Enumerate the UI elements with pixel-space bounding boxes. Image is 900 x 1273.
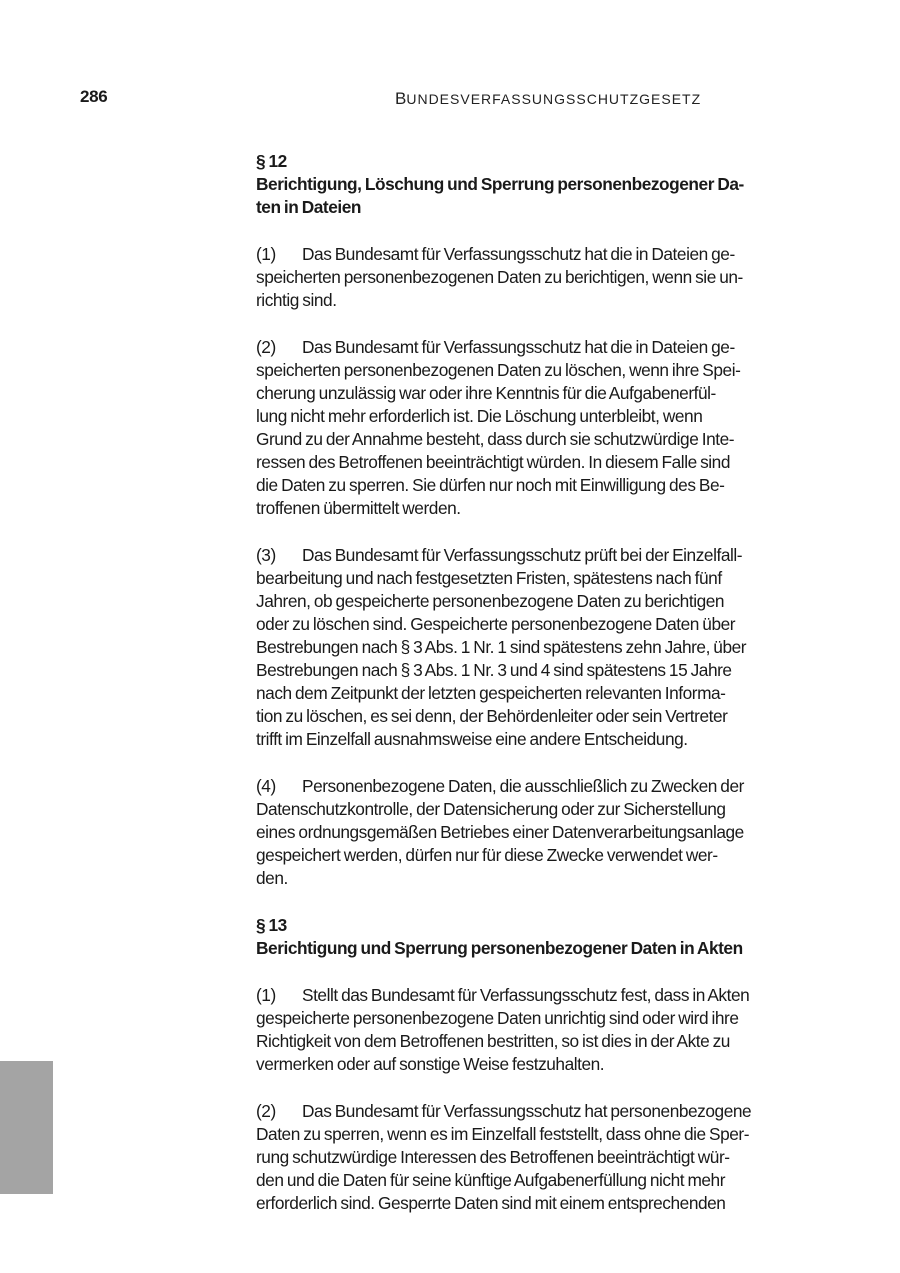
paragraph-line — [256, 867, 818, 890]
section — [256, 150, 818, 890]
paragraph-line — [256, 682, 818, 705]
paragraph-line — [256, 1146, 818, 1169]
paragraph-text: speicherten personenbezogenen Daten zu löschen, wenn ihre Spei- — [256, 360, 741, 380]
section-title-line: Berichtigung und Sperrung personenbezogener Daten in Akten — [256, 938, 743, 958]
paragraph — [256, 544, 818, 751]
paragraph-text: oder zu löschen sind. Gespeicherte personenbezogene Daten über — [256, 614, 736, 634]
paragraph — [256, 243, 818, 312]
paragraph-line — [256, 659, 818, 682]
paragraph-text: speicherten personenbezogenen Daten zu berichtigen, wenn sie un- — [256, 267, 743, 287]
paragraph-text: Grund zu der Annahme besteht, dass durch sie schutzwürdige Inte- — [256, 429, 735, 449]
paragraph-line — [256, 497, 818, 520]
paragraph-text: Datenschutzkontrolle, der Datensicherung oder zur Sicherstellung — [256, 799, 726, 819]
paragraph-line — [256, 289, 818, 312]
section-title-line: ten in Dateien — [256, 197, 362, 217]
paragraph-text: eines ordnungsgemäßen Betriebes einer Datenverarbeitungsanlage — [256, 822, 744, 842]
paragraph-line — [256, 798, 818, 821]
margin-thumb-tab — [0, 1061, 53, 1194]
paragraph-text: cherung unzulässig war oder ihre Kenntnis für die Aufgabenerfül- — [256, 383, 716, 403]
paragraph-number: (3) — [256, 545, 276, 565]
section-title — [256, 937, 818, 960]
paragraph-text: lung nicht mehr erforderlich ist. Die Löschung unterbleibt, wenn — [256, 406, 703, 426]
paragraph-line — [256, 428, 818, 451]
paragraph-text: trifft im Einzelfall ausnahmsweise eine andere Entscheidung. — [256, 729, 688, 749]
paragraph-line — [256, 1123, 818, 1146]
paragraph-line — [256, 266, 818, 289]
paragraph-text: Stellt das Bundesamt für Verfassungsschutz fest, dass in Akten — [302, 985, 750, 1005]
section-number: § 12 — [256, 151, 287, 171]
paragraph-text: die Daten zu sperren. Sie dürfen nur noch mit Einwilligung des Be- — [256, 475, 725, 495]
paragraph-line — [256, 1100, 818, 1123]
paragraph-number: (1) — [256, 244, 276, 264]
paragraph-line — [256, 636, 818, 659]
paragraph-line — [256, 451, 818, 474]
paragraph-text: ressen des Betroffenen beeinträchtigt würden. In diesem Falle sind — [256, 452, 730, 472]
paragraph-line — [256, 984, 818, 1007]
paragraph-number: (1) — [256, 985, 276, 1005]
paragraph-line — [256, 544, 818, 567]
paragraph-line — [256, 1030, 818, 1053]
paragraph-text: Daten zu sperren, wenn es im Einzelfall feststellt, dass ohne die Sper- — [256, 1124, 750, 1144]
section — [256, 914, 818, 1215]
paragraph-text: den. — [256, 868, 288, 888]
paragraph-line — [256, 243, 818, 266]
paragraph-line — [256, 1169, 818, 1192]
paragraph-line — [256, 590, 818, 613]
paragraph-number: (2) — [256, 337, 276, 357]
paragraph-text: rung schutzwürdige Interessen des Betroffenen beeinträchtigt wür- — [256, 1147, 730, 1167]
paragraph-line — [256, 359, 818, 382]
running-head-rest: UNDESVERFASSUNGSSCHUTZGESETZ — [406, 91, 702, 107]
paragraph-text: troffenen übermittelt werden. — [256, 498, 461, 518]
paragraph-text: nach dem Zeitpunkt der letzten gespeicherten relevanten Informa- — [256, 683, 726, 703]
paragraph-number: (4) — [256, 776, 276, 796]
paragraph-line — [256, 1192, 818, 1215]
paragraph — [256, 775, 818, 890]
paragraph-line — [256, 775, 818, 798]
paragraph-text: Das Bundesamt für Verfassungsschutz hat die in Dateien ge- — [302, 337, 735, 357]
paragraph-text: richtig sind. — [256, 290, 337, 310]
paragraph-line — [256, 1007, 818, 1030]
paragraph-text: den und die Daten für seine künftige Aufgabenerfüllung nicht mehr — [256, 1170, 726, 1190]
paragraph-line — [256, 405, 818, 428]
paragraph-line — [256, 382, 818, 405]
paragraph — [256, 1100, 818, 1215]
paragraph-text: gespeicherte personenbezogene Daten unrichtig sind oder wird ihre — [256, 1008, 739, 1028]
paragraph-text: bearbeitung und nach festgesetzten Fristen, spätestens nach fünf — [256, 568, 722, 588]
running-head — [395, 89, 701, 109]
paragraph-text: tion zu löschen, es sei denn, der Behördenleiter oder sein Vertreter — [256, 706, 728, 726]
paragraph — [256, 984, 818, 1076]
paragraph-text: Bestrebungen nach § 3 Abs. 1 Nr. 1 sind spätestens zehn Jahre, über — [256, 637, 747, 657]
paragraph-number: (2) — [256, 1101, 276, 1121]
paragraph-text: vermerken oder auf sonstige Weise festzuhalten. — [256, 1054, 605, 1074]
paragraph-text: Richtigkeit von dem Betroffenen bestritten, so ist dies in der Akte zu — [256, 1031, 730, 1051]
paragraph-line — [256, 474, 818, 497]
paragraph-line — [256, 1053, 818, 1076]
paragraph-line — [256, 705, 818, 728]
paragraph-text: Personenbezogene Daten, die ausschließlich zu Zwecken der — [302, 776, 744, 796]
paragraph-line — [256, 336, 818, 359]
paragraph — [256, 336, 818, 520]
paragraph-text: Das Bundesamt für Verfassungsschutz hat die in Dateien ge- — [302, 244, 735, 264]
paragraph-text: erforderlich sind. Gesperrte Daten sind mit einem entsprechenden — [256, 1193, 726, 1213]
page-number: 286 — [80, 87, 108, 106]
document-body — [256, 150, 818, 1239]
paragraph-text: gespeichert werden, dürfen nur für diese Zwecke verwendet wer- — [256, 845, 718, 865]
paragraph-text: Jahren, ob gespeicherte personenbezogene Daten zu berichtigen — [256, 591, 725, 611]
section-number: § 13 — [256, 915, 287, 935]
paragraph-line — [256, 567, 818, 590]
paragraph-line — [256, 613, 818, 636]
paragraph-text: Das Bundesamt für Verfassungsschutz hat personenbezogene — [302, 1101, 752, 1121]
paragraph-line — [256, 728, 818, 751]
paragraph-text: Das Bundesamt für Verfassungsschutz prüft bei der Einzelfall- — [302, 545, 743, 565]
section-title — [256, 173, 818, 219]
running-head-initial: B — [395, 89, 407, 108]
paragraph-line — [256, 844, 818, 867]
paragraph-line — [256, 821, 818, 844]
paragraph-text: Bestrebungen nach § 3 Abs. 1 Nr. 3 und 4 sind spätestens 15 Jahre — [256, 660, 732, 680]
section-title-line: Berichtigung, Löschung und Sperrung personenbezogener Da- — [256, 174, 744, 194]
